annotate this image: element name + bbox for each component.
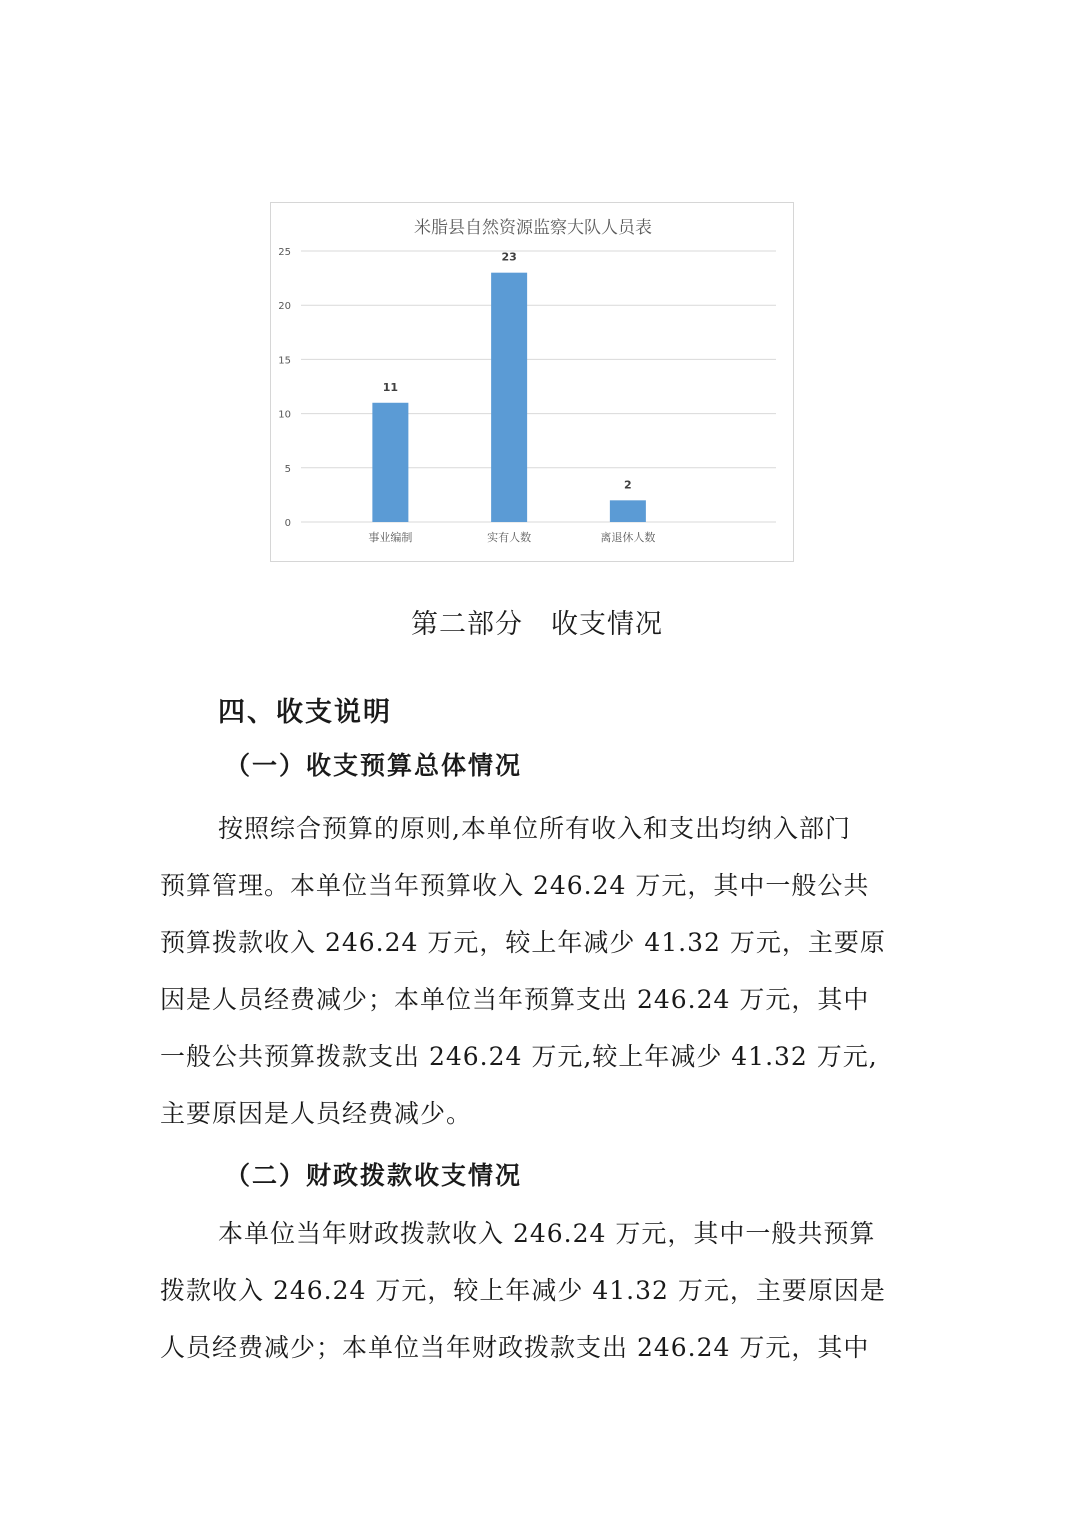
subheading-fiscal-appropriation: （二）财政拨款收支情况 xyxy=(225,1161,523,1190)
x-tick-label: 事业编制 xyxy=(368,531,413,544)
y-tick-label: 10 xyxy=(278,409,291,421)
paragraph-line: 主要原因是人员经费减少。 xyxy=(160,1099,473,1128)
heading-income-expense-notes: 四、收支说明 xyxy=(218,697,392,728)
data-label: 11 xyxy=(382,380,399,394)
paragraph-line: 预算拨款收入 246.24 万元，较上年减少 41.32 万元，主要原 xyxy=(160,928,886,957)
bar-chart-svg xyxy=(271,203,795,563)
paragraph-line: 本单位当年财政拨款收入 246.24 万元，其中一般共预算 xyxy=(218,1219,876,1248)
y-tick-label: 25 xyxy=(278,247,291,258)
data-label: 23 xyxy=(501,250,517,264)
y-tick-label: 20 xyxy=(278,301,291,313)
chart-title: 米脂县自然资源监察大队人员表 xyxy=(414,218,652,238)
bar xyxy=(491,273,527,522)
paragraph-budget-overview xyxy=(160,800,928,1142)
x-tick-label: 离退休人数 xyxy=(600,531,656,544)
paragraph-line: 人员经费减少；本单位当年财政拨款支出 246.24 万元，其中 xyxy=(160,1333,870,1362)
data-label: 2 xyxy=(624,478,632,492)
bar xyxy=(372,403,408,522)
bar-chart xyxy=(270,202,794,562)
paragraph-line: 一般公共预算拨款支出 246.24 万元,较上年减少 41.32 万元, xyxy=(160,1042,878,1071)
y-tick-label: 15 xyxy=(278,355,291,367)
bar xyxy=(610,500,646,522)
paragraph-line: 因是人员经费减少；本单位当年预算支出 246.24 万元，其中 xyxy=(160,985,870,1014)
paragraph-line: 按照综合预算的原则,本单位所有收入和支出均纳入部门 xyxy=(218,814,851,843)
subheading-budget-overview: （一）收支预算总体情况 xyxy=(225,751,523,780)
x-tick-label: 实有人数 xyxy=(487,531,532,544)
section-title: 第二部分 收支情况 xyxy=(411,609,663,640)
y-tick-label: 5 xyxy=(284,463,291,475)
paragraph-line: 预算管理。本单位当年预算收入 246.24 万元，其中一般公共 xyxy=(160,871,870,900)
paragraph-fiscal-appropriation xyxy=(160,1205,928,1376)
y-tick-label: 0 xyxy=(284,518,291,529)
paragraph-line: 拨款收入 246.24 万元，较上年减少 41.32 万元，主要原因是 xyxy=(160,1276,886,1305)
